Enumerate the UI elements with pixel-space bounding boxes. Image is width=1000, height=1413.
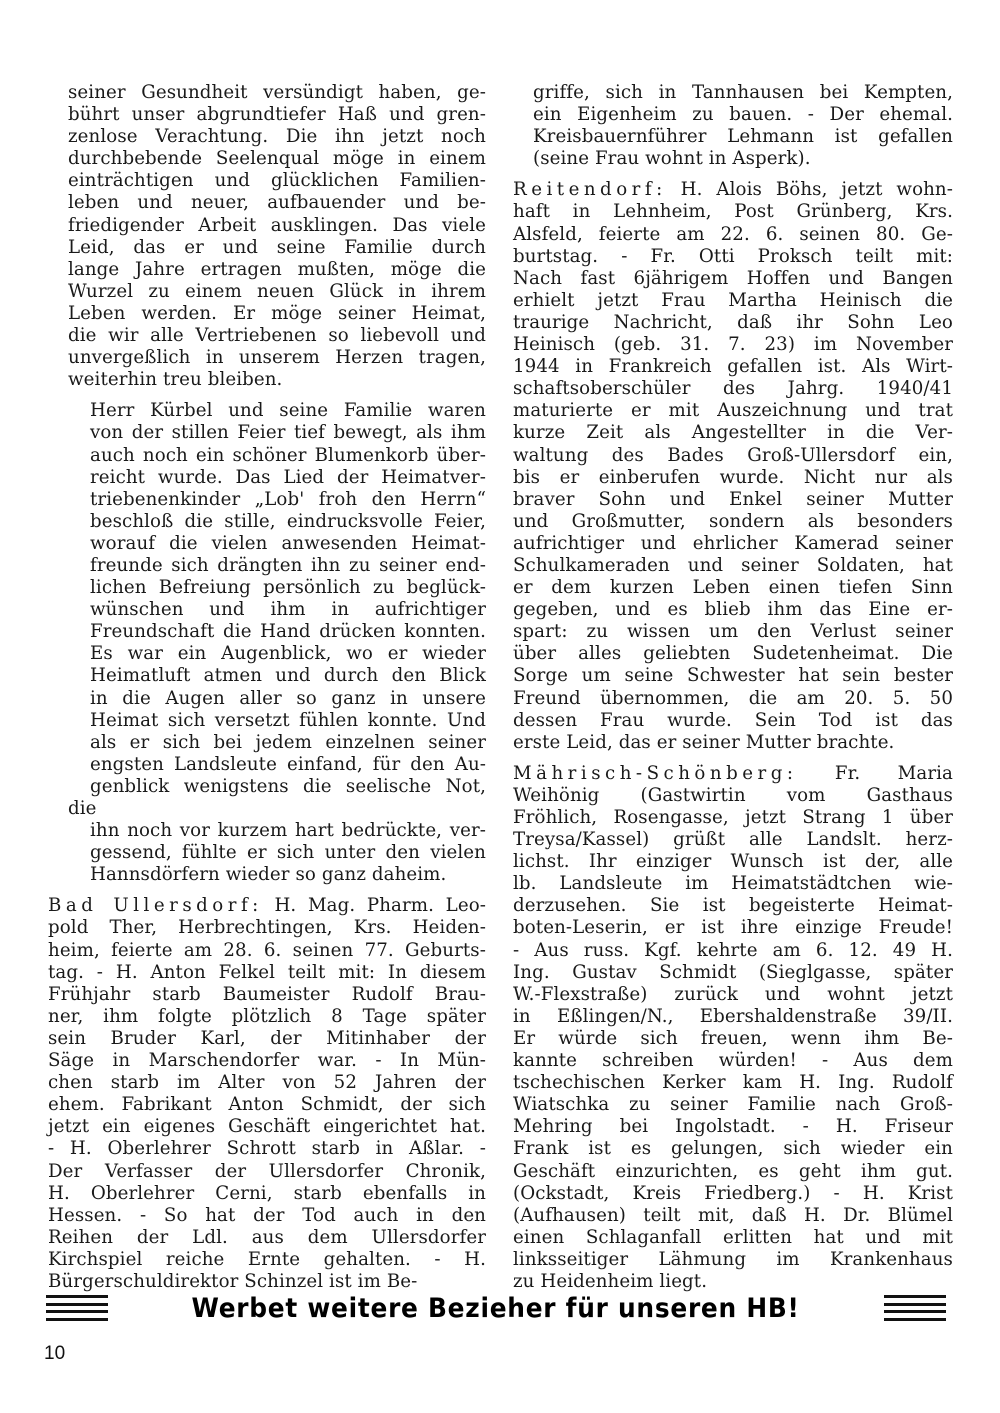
text-line: (Ockstadt, Kreis Friedberg.) - H. Krist: [513, 1182, 953, 1204]
text-line: reicht wurde. Das Lied der Heimatver-: [90, 466, 486, 488]
text-line: Frank ist es gelungen, sich wieder ein: [513, 1138, 953, 1160]
text-line: Wiatschka zu seiner Familie nach Groß-: [513, 1094, 953, 1116]
text-line: genblick wenigstens die seelische Not, die: [68, 775, 486, 819]
text-line: waltung des Bades Groß-Ullersdorf ein,: [513, 444, 953, 466]
text-line: von der stillen Feier tief bewegt, als ihm: [90, 422, 486, 444]
text-line: erhielt jetzt Frau Martha Heinisch die: [513, 289, 953, 311]
text-line: in Eßlingen/N., Ebershaldenstraße 39/II.: [513, 1005, 953, 1027]
text-line: Heimat sich versetzt fühlen konnte. Und: [90, 709, 486, 731]
text-line: in die Augen aller so ganz in unsere: [90, 687, 486, 709]
text-line: boten-Leserin, er ist ihre einzige Freude!: [513, 917, 953, 939]
text-line: lichen Befreiung persönlich zu beglück-: [90, 577, 486, 599]
four-line-rule-icon: [46, 1295, 108, 1321]
text-line: einen Schlaganfall erlitten hat und mit: [513, 1226, 953, 1248]
text-line: - Aus russ. Kgf. kehrte am 6. 12. 49 H.: [513, 939, 953, 961]
text-line: freunde sich drängten ihn zu seiner end-: [90, 554, 486, 576]
text-line: beschloß die stille, eindrucksvolle Feier,: [90, 510, 486, 532]
text-line: Weihönig (Gastwirtin vom Gasthaus: [513, 784, 953, 806]
text-line: worauf die vielen anwesenden Heimat-: [90, 532, 486, 554]
text-line: maturierte er mit Auszeichnung und trat: [513, 400, 953, 422]
text-line: einträchtigen und glücklichen Familien-: [68, 170, 486, 192]
text-line: tag. - H. Anton Felkel teilt mit: In diesem: [48, 961, 486, 983]
text-line: Heimatluft atmen und durch den Blick: [90, 665, 486, 687]
text-line: ihn noch vor kurzem hart bedrückte, ver-: [90, 820, 486, 842]
text-line: Frühjahr starb Baumeister Rudolf Brau-: [48, 983, 486, 1005]
text-line: Wurzel zu einem neuen Glück in ihrem: [68, 280, 486, 302]
text-line: Alsfeld, feierte am 22. 6. seinen 80. Ge-: [513, 223, 953, 245]
slogan: Werbet weitere Bezieher für unseren HB!: [191, 1292, 801, 1324]
text-line: ein Eigenheim zu bauen. - Der ehemal.: [533, 104, 953, 126]
text-line: Kreisbauernführer Lehmann ist gefallen: [533, 126, 953, 148]
text-line: aufrichtiger und ehrlicher Kamerad seiner: [513, 532, 953, 554]
text-line: lange Jahre ertragen mußten, möge die: [68, 258, 486, 280]
text-line: Es war ein Augenblick, wo er wieder: [90, 643, 486, 665]
text-line: kurze Zeit als Angestellter in die Ver-: [513, 422, 953, 444]
text-line: (Aufhausen) teilt mit, daß H. Dr. Blümel: [513, 1204, 953, 1226]
text-line: jetzt ein eigenes Geschäft eingerichtet hat.: [48, 1116, 486, 1138]
text-line: heim, feierte am 28. 6. seinen 77. Geburts-: [48, 939, 486, 961]
text-line: Treysa/Kassel) grüßt alle Landslt. herz-: [513, 829, 953, 851]
text-line: pold Ther, Herbrechtingen, Krs. Heiden-: [48, 917, 486, 939]
text-line: sein Bruder Karl, der Mitinhaber der: [48, 1027, 486, 1049]
text-line: Bürgerschuldirektor Schinzel ist im Be-: [48, 1270, 418, 1292]
entry-first-line: Mährisch-Schönberg: Fr. Maria: [513, 762, 953, 784]
text-line: auch noch ein schöner Blumenkorb über-: [90, 444, 486, 466]
text-line: und Großmutter, sondern als besonders: [513, 510, 953, 532]
text-line: traurige Nachricht, daß ihr Sohn Leo: [513, 311, 953, 333]
text-line: lb. Landsleute im Heimatstädtchen wie-: [513, 873, 953, 895]
text-line: ehem. Fabrikant Anton Schmidt, der sich: [48, 1094, 486, 1116]
text-line: gessend, fühlte er sich unter den vielen: [90, 842, 486, 864]
text-line: triebenenkinder „Lob' froh den Herrn“: [90, 488, 486, 510]
text-line: lichst. Ihr einziger Wunsch ist der, alle: [513, 851, 953, 873]
text-line: burtstag. - Fr. Otti Proksch teilt mit:: [513, 245, 953, 267]
entry-body: [513, 784, 953, 1293]
entry-first-line: Bad Ullersdorf: H. Mag. Pharm. Leo-: [48, 895, 487, 917]
paragraph-continuation: [513, 82, 953, 170]
text-line: Hannsdörfern wieder so ganz daheim.: [90, 864, 447, 886]
four-line-rule-icon: [884, 1295, 946, 1321]
text-line: seiner Gesundheit versündigt haben, ge-: [68, 82, 486, 103]
text-line: chen starb im Alter von 52 Jahren der: [48, 1072, 486, 1094]
text-line: (seine Frau wohnt in Asperk).: [533, 148, 811, 170]
text-line: Heinisch (geb. 31. 7. 23) im November: [513, 334, 953, 356]
text-line: Sorge um seine Schwester hat sein bester: [513, 665, 953, 687]
text-line: wünschen und ihm in aufrichtiger: [90, 599, 486, 621]
paragraph-conclusion: [68, 82, 486, 391]
text-line: engsten Landsleute einfand, für den Au-: [90, 753, 486, 775]
text-line: Leben werden. Er möge seiner Heimat,: [68, 302, 486, 324]
text-line: - H. Oberlehrer Schrott starb in Aßlar. -: [48, 1138, 486, 1160]
text-line: Er würde sich freuen, wenn ihm Be-: [513, 1027, 953, 1049]
entry-body: [48, 917, 486, 1293]
text-line: 1944 in Frankreich gefallen ist. Als Wirt-: [513, 356, 953, 378]
text-line: W.-Flexstraße) zurück und wohnt jetzt: [513, 983, 953, 1005]
text-line: braver Sohn und Enkel seiner Mutter: [513, 488, 953, 510]
text-line: bührt unser abgrundtiefer Haß und gren-: [68, 104, 486, 126]
text-line: leben und neuer, aufbauender und be-: [68, 192, 486, 214]
text-line: Herr Kürbel und seine Familie waren: [90, 400, 486, 422]
place-name: Reitendorf:: [513, 179, 667, 201]
right-column: [513, 82, 953, 1302]
text-line: Mehring bei Ingolstadt. - H. Friseur: [513, 1116, 953, 1138]
text-line: Freund übernommen, die am 20. 5. 50: [513, 687, 953, 709]
text-line: er dem kurzen Leben einen tiefen Sinn: [513, 577, 953, 599]
entry-maehrisch-schoenberg: [513, 763, 953, 1293]
text-line: derzusehen. Sie ist begeisterte Heimat-: [513, 895, 953, 917]
text-line: als er sich bei jedem einzelnen seiner: [90, 731, 486, 753]
text-line: zu Heidenheim liegt.: [513, 1270, 708, 1292]
entry-first-line: Reitendorf: H. Alois Böhs, jetzt wohn-: [513, 179, 953, 201]
text-line: spart: zu wissen um den Verlust seiner: [513, 621, 953, 643]
text-line: gegeben, und es blieb ihm das Eine er-: [513, 599, 953, 621]
text-line: erste Leid, das er seiner Mutter brachte.: [513, 731, 895, 753]
place-name: Bad Ullersdorf:: [48, 895, 263, 917]
paragraph-kuerbel-celebration: [68, 400, 486, 886]
text-line: H. Oberlehrer Cerni, starb ebenfalls in: [48, 1182, 486, 1204]
text-line: haft in Lehnheim, Post Grünberg, Krs.: [513, 201, 953, 223]
text-line: Säge in Marschendorfer war. - In Mün-: [48, 1050, 486, 1072]
text-line: tschechischen Kerker kam H. Ing. Rudolf: [513, 1072, 953, 1094]
text-line: Ing. Gustav Schmidt (Sieglgasse, später: [513, 961, 953, 983]
text-line: friedigender Arbeit ausklingen. Das viele: [68, 214, 486, 236]
text-line: zenlose Verachtung. Die ihn jetzt noch: [68, 126, 486, 148]
left-column: [48, 82, 487, 1302]
footer-banner: [46, 1290, 946, 1326]
text-line: Hessen. - So hat der Tod auch in den: [48, 1204, 486, 1226]
entry-reitendorf: [513, 179, 953, 753]
text-line: Reihen der Ldl. aus dem Ullersdorfer: [48, 1226, 486, 1248]
text-line: Geschäft einzurichten, es geht ihm gut.: [513, 1160, 953, 1182]
text-line: Schulkameraden und seiner Soldaten, hat: [513, 554, 953, 576]
place-name: Mährisch-Schönberg:: [513, 762, 798, 784]
text-line: linksseitiger Lähmung im Krankenhaus: [513, 1248, 953, 1270]
text-line: über alles geliebten Sudetenheimat. Die: [513, 643, 953, 665]
text-line: Leid, das er und seine Familie durch: [68, 236, 486, 258]
text-line: durchbebende Seelenqual möge in einem: [68, 148, 486, 170]
text-line: dessen Frau wurde. Sein Tod ist das: [513, 709, 953, 731]
text-line: unvergeßlich in unserem Herzen tragen,: [68, 347, 486, 369]
text-line: weiterhin treu bleiben.: [68, 369, 283, 391]
text-line: Nach fast 6jährigem Hoffen und Bangen: [513, 267, 953, 289]
text-line: schaftsoberschüler des Jahrg. 1940/41: [513, 378, 953, 400]
page-number: 10: [44, 1343, 66, 1364]
text-line: Kirchspiel reiche Ernte gehalten. - H.: [48, 1248, 486, 1270]
entry-bad-ullersdorf: [48, 895, 486, 1293]
text-line: die wir alle Vertriebenen so liebevoll und: [68, 325, 486, 347]
text-line: bis er einberufen wurde. Nicht nur als: [513, 466, 953, 488]
text-line: Freundschaft die Hand drücken konnten.: [90, 621, 486, 643]
text-line: kannte schreiben würden! - Aus dem: [513, 1050, 953, 1072]
text-line: ner, ihm folgte plötzlich 8 Tage später: [48, 1005, 486, 1027]
text-line: Der Verfasser der Ullersdorfer Chronik,: [48, 1160, 486, 1182]
text-line: Fröhlich, Rosengasse, jetzt Strang 1 über: [513, 807, 953, 828]
entry-body: [513, 201, 953, 753]
text-line: griffe, sich in Tannhausen bei Kempten,: [533, 82, 953, 103]
